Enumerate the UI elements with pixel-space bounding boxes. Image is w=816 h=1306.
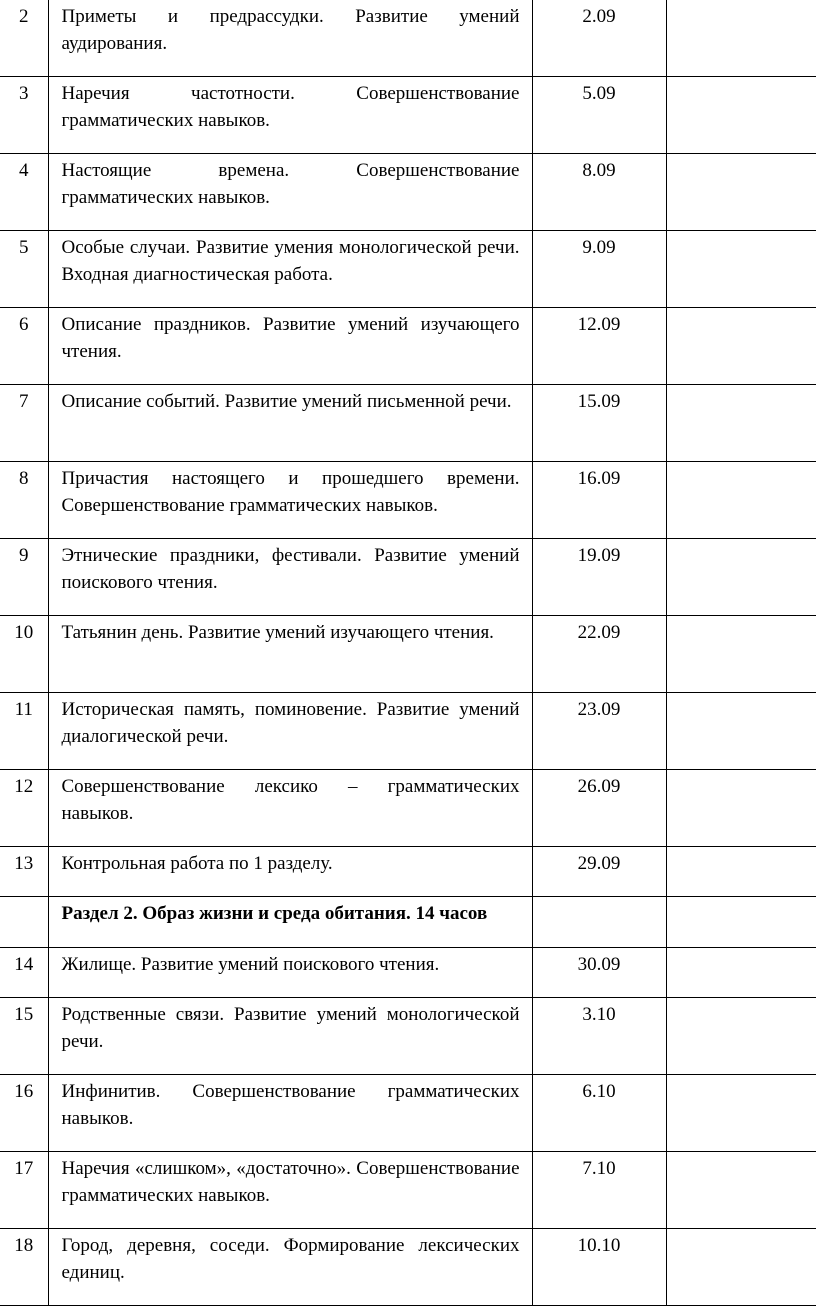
lesson-date: 2.09 xyxy=(532,0,666,77)
empty-cell xyxy=(666,693,816,770)
empty-cell xyxy=(666,154,816,231)
empty-cell xyxy=(666,0,816,77)
lesson-date: 26.09 xyxy=(532,770,666,847)
lesson-number: 16 xyxy=(0,1075,48,1152)
table-row xyxy=(0,0,816,77)
lesson-date: 30.09 xyxy=(532,948,666,998)
lesson-date: 15.09 xyxy=(532,385,666,462)
lesson-date: 7.10 xyxy=(532,1152,666,1229)
lesson-number: 2 xyxy=(0,0,48,77)
empty-cell xyxy=(666,308,816,385)
lesson-topic: Описание событий. Развитие умений письменной речи. xyxy=(48,385,532,462)
table-row xyxy=(0,693,816,770)
lesson-number: 5 xyxy=(0,231,48,308)
lesson-number: 17 xyxy=(0,1152,48,1229)
lesson-topic: Причастия настоящего и прошедшего времени. Совершенствование грамматических навыков. xyxy=(48,462,532,539)
empty-cell xyxy=(666,462,816,539)
empty-cell xyxy=(666,897,816,948)
lesson-date: 12.09 xyxy=(532,308,666,385)
lesson-date: 5.09 xyxy=(532,77,666,154)
section-header-row xyxy=(0,897,816,948)
table-row xyxy=(0,998,816,1075)
lesson-number: 14 xyxy=(0,948,48,998)
lesson-number: 9 xyxy=(0,539,48,616)
table-row xyxy=(0,154,816,231)
lesson-number: 15 xyxy=(0,998,48,1075)
empty-cell xyxy=(666,231,816,308)
empty-cell xyxy=(666,948,816,998)
lesson-topic: Настоящие времена. Совершенствование грамматических навыков. xyxy=(48,154,532,231)
lesson-topic: Этнические праздники, фестивали. Развитие умений поискового чтения. xyxy=(48,539,532,616)
table-row xyxy=(0,77,816,154)
table-row xyxy=(0,308,816,385)
lesson-date: 16.09 xyxy=(532,462,666,539)
table-row xyxy=(0,385,816,462)
lesson-topic: Описание праздников. Развитие умений изучающего чтения. xyxy=(48,308,532,385)
table-row xyxy=(0,231,816,308)
lesson-date: 23.09 xyxy=(532,693,666,770)
lesson-number: 7 xyxy=(0,385,48,462)
lesson-date: 8.09 xyxy=(532,154,666,231)
lesson-topic: Наречия «слишком», «достаточно». Совершенствование грамматических навыков. xyxy=(48,1152,532,1229)
empty-cell xyxy=(666,385,816,462)
empty-cell xyxy=(532,897,666,948)
lesson-number: 3 xyxy=(0,77,48,154)
lesson-number: 12 xyxy=(0,770,48,847)
table-row xyxy=(0,539,816,616)
lesson-number: 11 xyxy=(0,693,48,770)
lesson-date: 3.10 xyxy=(532,998,666,1075)
table-row xyxy=(0,616,816,693)
lesson-topic: Город, деревня, соседи. Формирование лексических единиц. xyxy=(48,1229,532,1306)
table-row xyxy=(0,1075,816,1152)
table-row xyxy=(0,1152,816,1229)
table-row xyxy=(0,462,816,539)
section-title: Раздел 2. Образ жизни и среда обитания. 14 часов xyxy=(48,897,532,948)
lesson-topic: Особые случаи. Развитие умения монологической речи. Входная диагностическая работа. xyxy=(48,231,532,308)
lesson-number: 8 xyxy=(0,462,48,539)
lesson-topic: Татьянин день. Развитие умений изучающего чтения. xyxy=(48,616,532,693)
lesson-topic: Историческая память, поминовение. Развитие умений диалогической речи. xyxy=(48,693,532,770)
lesson-date: 19.09 xyxy=(532,539,666,616)
table-row xyxy=(0,1229,816,1306)
lesson-date: 6.10 xyxy=(532,1075,666,1152)
lesson-topic: Родственные связи. Развитие умений монологической речи. xyxy=(48,998,532,1075)
lesson-topic: Приметы и предрассудки. Развитие умений аудирования. xyxy=(48,0,532,77)
lesson-number: 6 xyxy=(0,308,48,385)
lesson-date: 10.10 xyxy=(532,1229,666,1306)
empty-cell xyxy=(666,1229,816,1306)
empty-cell xyxy=(666,1152,816,1229)
lesson-topic: Совершенствование лексико – грамматических навыков. xyxy=(48,770,532,847)
empty-cell xyxy=(666,847,816,897)
empty-cell xyxy=(666,1075,816,1152)
empty-cell xyxy=(666,539,816,616)
empty-cell xyxy=(666,77,816,154)
empty-cell xyxy=(666,616,816,693)
lesson-date: 22.09 xyxy=(532,616,666,693)
lesson-topic: Жилище. Развитие умений поискового чтения. xyxy=(48,948,532,998)
lesson-date: 9.09 xyxy=(532,231,666,308)
lesson-number: 13 xyxy=(0,847,48,897)
lesson-number: 4 xyxy=(0,154,48,231)
lesson-topic: Инфинитив. Совершенствование грамматических навыков. xyxy=(48,1075,532,1152)
lesson-number: 10 xyxy=(0,616,48,693)
lesson-topic: Наречия частотности. Совершенствование грамматических навыков. xyxy=(48,77,532,154)
lesson-date: 29.09 xyxy=(532,847,666,897)
table-row xyxy=(0,948,816,998)
empty-cell xyxy=(666,770,816,847)
empty-cell xyxy=(666,998,816,1075)
lesson-topic: Контрольная работа по 1 разделу. xyxy=(48,847,532,897)
table-row xyxy=(0,770,816,847)
empty-cell xyxy=(0,897,48,948)
lesson-number: 18 xyxy=(0,1229,48,1306)
table-row xyxy=(0,847,816,897)
